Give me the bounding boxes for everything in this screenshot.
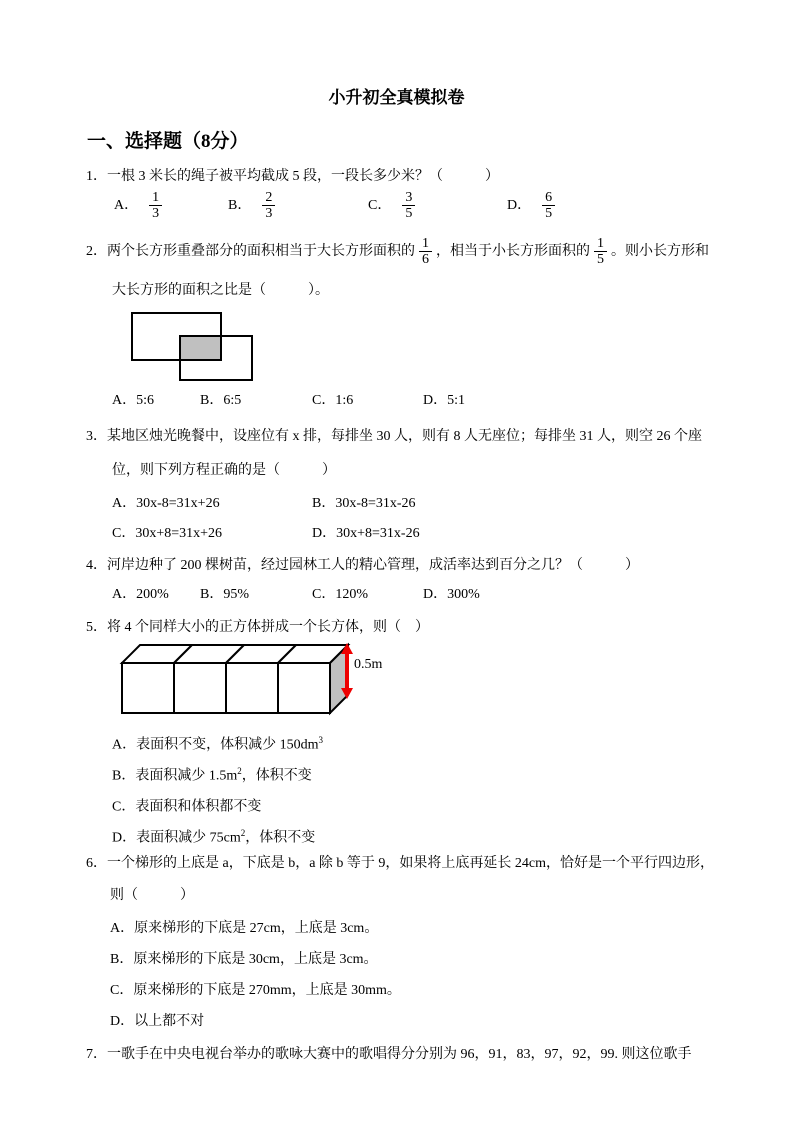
fraction xyxy=(262,190,275,221)
question-6-option-a: A．原来梯形的下底是 27cm，上底是 3cm。 xyxy=(110,921,379,936)
question-3-stem-line-2: 位，则下列方程正确的是（ ） xyxy=(112,463,336,478)
section-heading: 一、选择题（8分） xyxy=(87,131,249,152)
fraction-denominator: 3 xyxy=(262,205,275,221)
fraction-denominator: 5 xyxy=(542,205,555,221)
question-4-option-b: B．95% xyxy=(200,587,249,602)
cuboid-height-label: 0.5m xyxy=(354,657,383,672)
question-1-option-a xyxy=(114,190,166,221)
option-text: A．表面积不变，体积减少 150dm xyxy=(112,737,319,753)
question-2-option-a: A．5:6 xyxy=(112,393,154,408)
fraction-denominator: 5 xyxy=(594,251,607,267)
question-5-option-d xyxy=(112,824,315,848)
question-3-stem-line-1: 3．某地区烛光晚餐中，设座位有 x 排，每排坐 30 人，则有 8 人无座位；每排坐 31 人，则空 26 个座 xyxy=(86,429,702,444)
stem-text: ，相当于小长方形面积的 xyxy=(436,244,590,259)
question-4-option-c: C．120% xyxy=(312,587,368,602)
doc-title: 小升初全真模拟卷 xyxy=(328,88,465,107)
question-5-option-c xyxy=(112,793,261,817)
option-text: ，体积不变 xyxy=(241,768,312,784)
question-3-option-c: C．30x+8=31x+26 xyxy=(112,526,223,541)
fraction-numerator: 1 xyxy=(422,236,429,251)
question-6-option-c: C．原来梯形的下底是 270mm，上底是 30mm。 xyxy=(110,983,401,998)
fraction xyxy=(149,190,162,221)
question-1-option-c xyxy=(368,190,419,221)
fraction xyxy=(542,190,555,221)
question-2-stem-line-2: 大长方形的面积之比是（ ）。 xyxy=(112,283,329,298)
question-4-option-d: D．300% xyxy=(423,587,480,602)
option-text: B．表面积减少 1.5m xyxy=(112,768,238,784)
option-label: A． xyxy=(114,198,139,213)
fraction-numerator: 2 xyxy=(265,190,273,205)
fraction-denominator: 5 xyxy=(402,205,415,221)
superscript: 2 xyxy=(240,828,246,838)
fraction xyxy=(402,190,415,221)
question-1-option-b xyxy=(228,190,279,221)
fraction-numerator: 6 xyxy=(545,190,553,205)
cuboid-figure xyxy=(118,641,368,719)
question-3-option-d: D．30x+8=31x-26 xyxy=(312,526,420,541)
overlapping-rectangles-figure xyxy=(131,312,257,384)
stem-text: 2．两个长方形重叠部分的面积相当于大长方形面积的 xyxy=(86,244,415,259)
fraction xyxy=(419,236,432,267)
question-4-stem: 4．河岸边种了 200 棵树苗，经过园林工人的精心管理，成活率达到百分之几？（ ） xyxy=(86,558,639,573)
question-5-stem: 5．将 4 个同样大小的正方体拼成一个长方体，则（ ） xyxy=(86,620,429,635)
option-text: C．表面积和体积都不变 xyxy=(112,799,262,815)
question-6-option-b: B．原来梯形的下底是 30cm，上底是 3cm。 xyxy=(110,952,378,967)
fraction xyxy=(594,236,607,267)
fraction-numerator: 1 xyxy=(597,236,604,251)
question-6-stem-line-2: 则（ ） xyxy=(110,888,194,903)
option-label: D． xyxy=(507,198,532,213)
fraction-denominator: 6 xyxy=(419,251,432,267)
fraction-numerator: 3 xyxy=(405,190,413,205)
fraction-denominator: 3 xyxy=(149,205,162,221)
question-6-stem-line-1: 6．一个梯形的上底是 a，下底是 b，a 除 b 等于 9，如果将上底再延长 24cm，恰好是一个平行四边形， xyxy=(86,856,715,871)
superscript: 2 xyxy=(237,766,242,776)
fraction-numerator: 1 xyxy=(152,190,160,205)
question-3-option-a: A．30x-8=31x+26 xyxy=(112,496,220,511)
option-label: B． xyxy=(228,198,252,213)
question-2-option-b: B．6:5 xyxy=(200,393,242,408)
question-2-option-c: C．1:6 xyxy=(312,393,354,408)
question-1-stem: 1．一根 3 米长的绳子被平均截成 5 段，一段长多少米？（ ） xyxy=(86,169,499,184)
question-4-option-a: A．200% xyxy=(112,587,169,602)
option-text: ，体积不变 xyxy=(245,830,316,846)
question-2-option-d: D．5:1 xyxy=(423,393,465,408)
option-label: C． xyxy=(368,198,392,213)
question-2-stem-line-1 xyxy=(86,236,709,267)
option-text: D．表面积减少 75cm xyxy=(112,830,241,846)
question-5-option-a xyxy=(112,731,323,755)
question-1-option-d xyxy=(507,190,559,221)
question-3-option-b: B．30x-8=31x-26 xyxy=(312,496,416,511)
question-6-option-d: D．以上都不对 xyxy=(110,1014,205,1029)
question-5-option-b xyxy=(112,762,312,786)
stem-text: 。则小长方形和 xyxy=(611,244,709,259)
superscript: 3 xyxy=(318,735,323,745)
question-7-stem: 7．一歌手在中央电视台举办的歌咏大赛中的歌唱得分分别为 96，91，83，97，92，99. 则这位歌手 xyxy=(86,1047,692,1062)
overlap-shaded-region xyxy=(179,335,222,361)
